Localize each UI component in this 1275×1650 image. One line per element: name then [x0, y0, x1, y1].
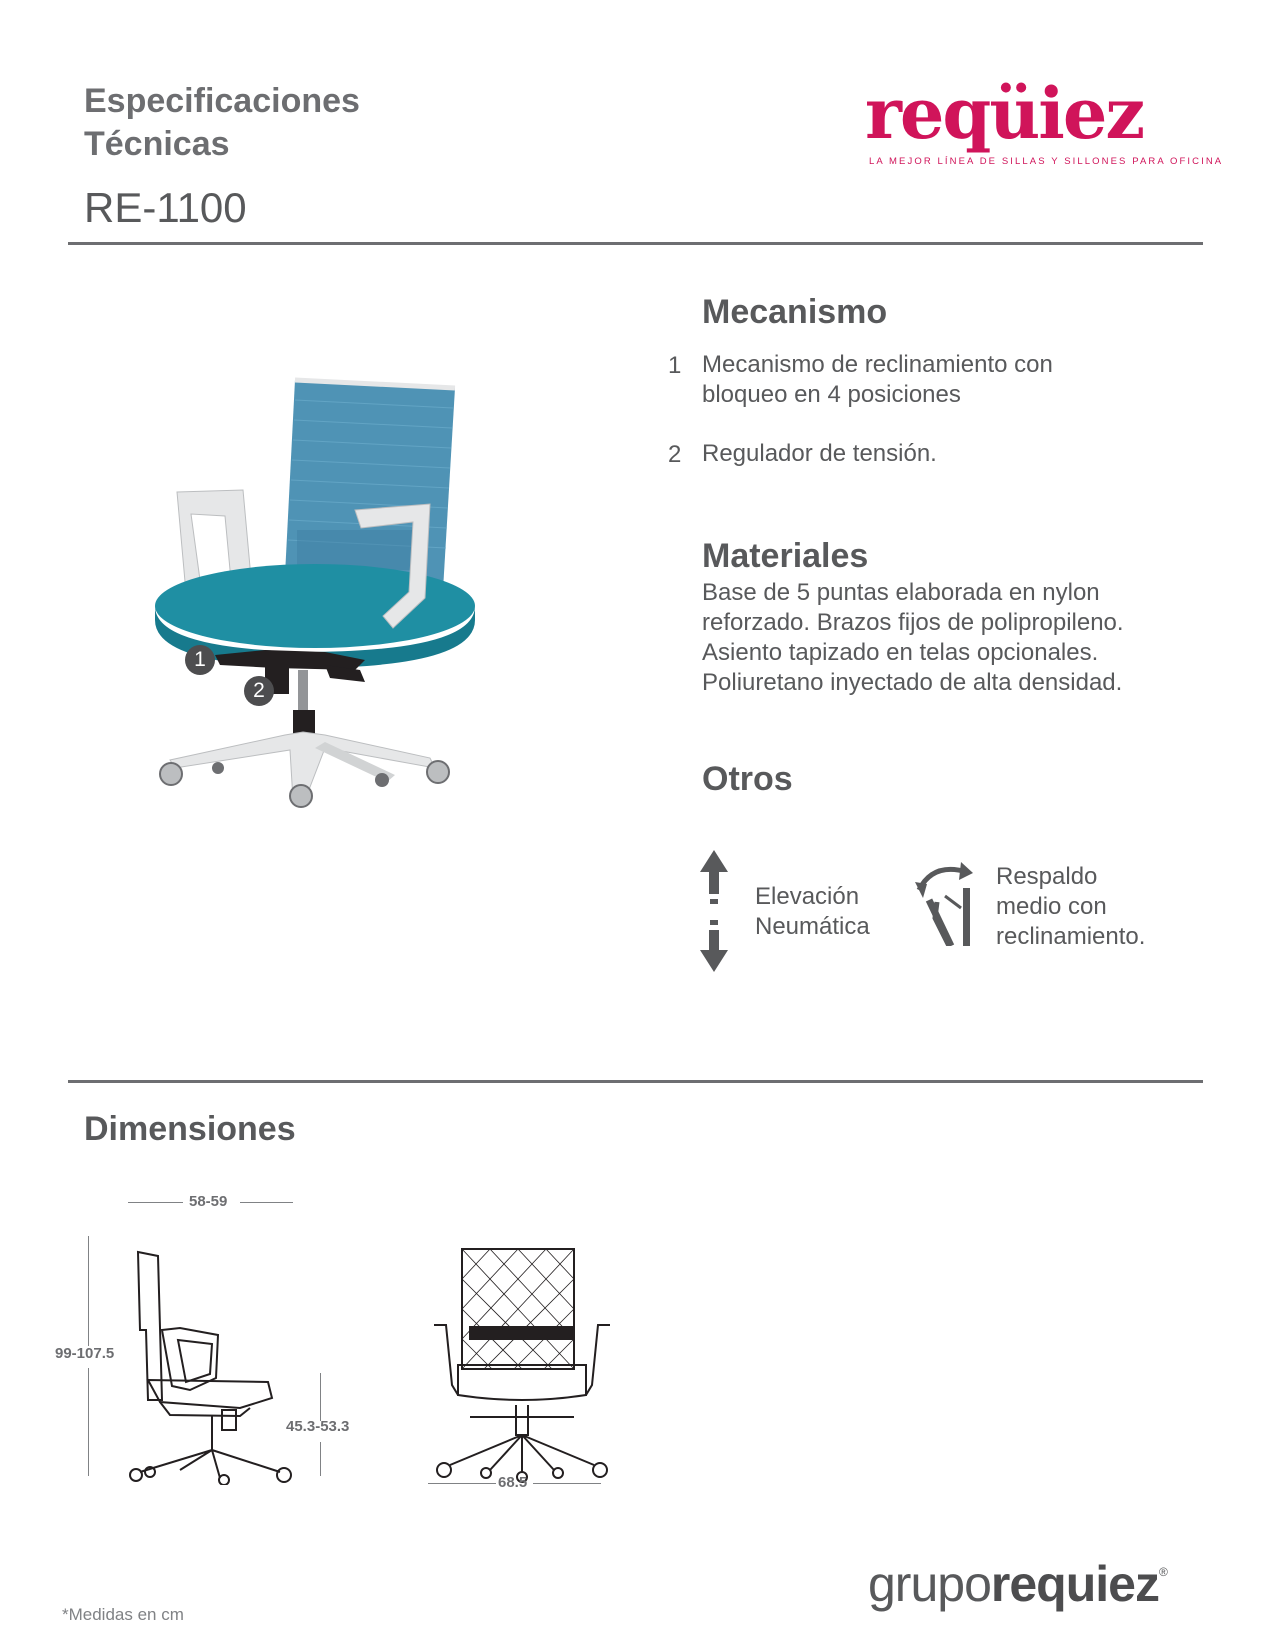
recline-icon	[915, 860, 975, 946]
feature-respaldo: Respaldo medio con reclinamiento.	[996, 863, 1146, 950]
depth-line-left	[128, 1202, 183, 1203]
otros-heading: Otros	[702, 760, 793, 798]
mecanismo-heading: Mecanismo	[702, 293, 888, 331]
header-divider	[68, 242, 1203, 245]
brand-logo	[865, 72, 1224, 178]
dimension-depth: 58-59	[189, 1193, 228, 1210]
footer-logo: gruporequiez®	[868, 1556, 1167, 1612]
depth-line-right	[240, 1202, 293, 1203]
height-line-top	[88, 1236, 89, 1346]
callout-2: 2	[244, 676, 274, 706]
section-divider	[68, 1080, 1203, 1083]
chair-front-view-drawing	[430, 1245, 615, 1485]
brand-tagline: LA MEJOR LÍNEA DE SILLAS Y SILLONES PARA OFICINA	[869, 156, 1224, 167]
materiales-heading: Materiales	[702, 537, 869, 575]
dimension-width: 68.5	[498, 1474, 528, 1491]
materiales-text: Base de 5 puntas elaborada en nylon reforzado. Brazos fijos de polipropileno. Asiento tapizado en telas opcionales. Poliuretano inyectado de alta densidad.	[702, 579, 1124, 696]
seat-height-line-top	[320, 1373, 321, 1421]
width-line-right	[533, 1483, 601, 1484]
feature-elevacion: Elevación Neumática	[755, 883, 870, 940]
mecanismo-item-1-number: 1	[668, 352, 682, 379]
seat-height-line-bottom	[320, 1442, 321, 1476]
height-line-bottom	[88, 1368, 89, 1476]
mecanismo-item-2: Regulador de tensión.	[702, 440, 937, 467]
up-down-arrows-icon	[700, 850, 728, 972]
dimensiones-heading: Dimensiones	[84, 1110, 296, 1148]
mecanismo-item-2-number: 2	[668, 441, 682, 468]
model-number: RE-1100	[84, 184, 247, 231]
page-title	[84, 80, 360, 166]
dimension-height: 99-107.5	[55, 1345, 115, 1362]
footnote: *Medidas en cm	[62, 1605, 184, 1624]
chair-photo	[125, 370, 525, 890]
dimension-seat-height: 45.3-53.3	[286, 1418, 350, 1435]
width-line-left	[428, 1483, 496, 1484]
title-line-1: Especificaciones	[84, 82, 360, 120]
chair-side-view-drawing	[120, 1250, 300, 1485]
mecanismo-item-1: Mecanismo de reclinamiento con bloqueo en 4 posiciones	[702, 351, 1053, 408]
brand-logo-wordmark: reqüiez	[865, 72, 1144, 155]
title-line-2: Técnicas	[84, 125, 230, 163]
callout-1: 1	[185, 645, 215, 675]
